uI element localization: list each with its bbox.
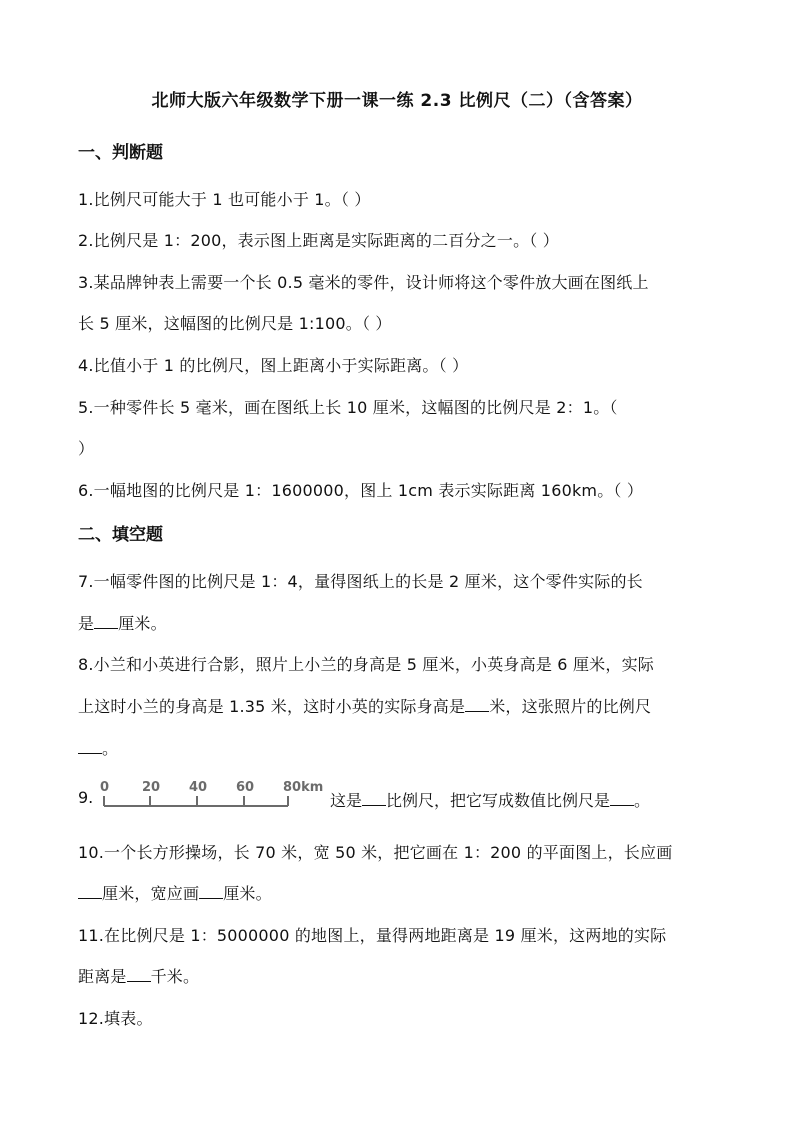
scale-tick-label: 20 bbox=[142, 780, 161, 795]
question-8-text-a: 上这时小兰的身高是 1.35 米，这时小英的实际身高是 bbox=[78, 697, 466, 716]
question-8-line-3 bbox=[78, 736, 118, 759]
question-7-line-2 bbox=[78, 611, 167, 634]
answer-blank[interactable] bbox=[78, 883, 102, 899]
question-11-line-1: 11.在比例尺是 1：5000000 的地图上，量得两地距离是 19 厘米，这两地的实际 bbox=[78, 926, 667, 945]
answer-blank[interactable] bbox=[94, 613, 118, 629]
question-7-text-a: 是 bbox=[78, 614, 95, 633]
question-12: 12.填表。 bbox=[78, 1009, 153, 1028]
section-heading-fill: 二、填空题 bbox=[78, 525, 163, 545]
scale-tick-label: 0 bbox=[100, 780, 110, 795]
question-3-line-2: 长 5 厘米，这幅图的比例尺是 1:100。（ ） bbox=[78, 314, 392, 333]
question-9-text-b: 比例尺，把它写成数值比例尺是 bbox=[386, 791, 611, 810]
question-11-line-2 bbox=[78, 964, 199, 987]
question-8-text-c: 。 bbox=[102, 739, 119, 758]
question-5-line-1: 5.一种零件长 5 毫米，画在图纸上长 10 厘米，这幅图的比例尺是 2：1。（ bbox=[78, 398, 618, 417]
question-10-line-1: 10.一个长方形操场，长 70 米，宽 50 米，把它画在 1：200 的平面图上，长应画 bbox=[78, 843, 673, 862]
question-11-text-b: 千米。 bbox=[150, 967, 200, 986]
answer-blank[interactable] bbox=[199, 883, 223, 899]
scale-tick-label: 40 bbox=[189, 780, 208, 795]
scale-tick-label: 60 bbox=[236, 780, 255, 795]
line-scale-bar-image bbox=[96, 776, 328, 812]
question-10-line-2 bbox=[78, 881, 272, 904]
question-11-text-a: 距离是 bbox=[78, 967, 127, 986]
question-8-text-b: 米，这张照片的比例尺 bbox=[489, 697, 652, 716]
question-10-text-c: 厘米。 bbox=[223, 884, 272, 903]
question-4: 4.比值小于 1 的比例尺，图上距离小于实际距离。（ ） bbox=[78, 356, 469, 375]
question-8-line-2 bbox=[78, 694, 651, 717]
question-8-line-1: 8.小兰和小英进行合影，照片上小兰的身高是 5 厘米，小英身高是 6 厘米，实际 bbox=[78, 655, 654, 674]
question-7-text-b: 厘米。 bbox=[118, 614, 167, 633]
answer-blank[interactable] bbox=[127, 966, 151, 982]
question-2: 2.比例尺是 1：200，表示图上距离是实际距离的二百分之一。（ ） bbox=[78, 231, 559, 250]
question-7-line-1: 7.一幅零件图的比例尺是 1：4，量得图纸上的长是 2 厘米，这个零件实际的长 bbox=[78, 572, 643, 591]
question-5-line-2: ） bbox=[78, 439, 95, 458]
question-3-line-1: 3.某品牌钟表上需要一个长 0.5 毫米的零件，设计师将这个零件放大画在图纸上 bbox=[78, 273, 649, 292]
question-9-number: 9. bbox=[78, 788, 94, 807]
question-9-text bbox=[330, 788, 650, 811]
answer-blank[interactable] bbox=[362, 790, 386, 806]
answer-blank[interactable] bbox=[78, 738, 102, 754]
question-9-text-a: 这是 bbox=[330, 791, 363, 810]
page-title: 北师大版六年级数学下册一课一练 2.3 比例尺（二）（含答案） bbox=[151, 91, 643, 111]
question-9-text-c: 。 bbox=[634, 791, 651, 810]
answer-blank[interactable] bbox=[610, 790, 634, 806]
section-heading-judge: 一、判断题 bbox=[78, 143, 163, 163]
question-1: 1.比例尺可能大于 1 也可能小于 1。（ ） bbox=[78, 190, 371, 209]
scale-tick-label: 80km bbox=[283, 780, 324, 795]
question-10-text-b: 厘米，宽应画 bbox=[102, 884, 200, 903]
answer-blank[interactable] bbox=[465, 696, 489, 712]
question-6: 6.一幅地图的比例尺是 1：1600000，图上 1cm 表示实际距离 160km。（ ） bbox=[78, 481, 644, 500]
